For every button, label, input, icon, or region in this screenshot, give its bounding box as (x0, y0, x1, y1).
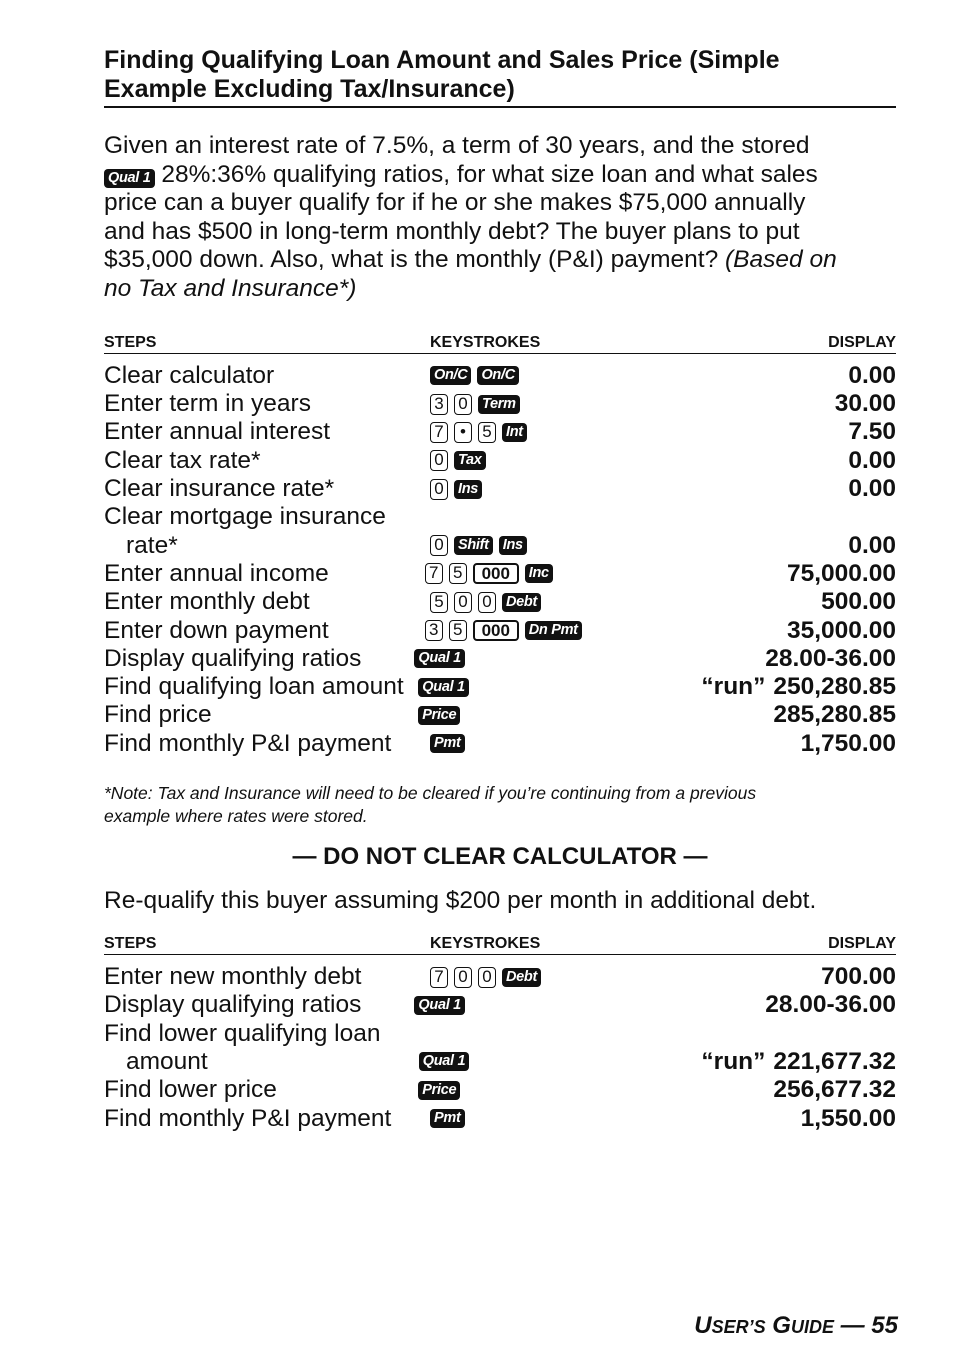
intro-line-5-text: $35,000 down. Also, what is the monthly (P&I) payment? (104, 246, 726, 274)
table-row (104, 531, 896, 559)
display-value: 28.00-36.00 (765, 644, 896, 672)
key-3-icon: 3 (430, 394, 448, 415)
display-value: 1,750.00 (800, 729, 896, 757)
table-row (104, 701, 896, 729)
display-value: 0.00 (848, 446, 896, 474)
table-row (104, 362, 896, 390)
key-000-icon: 000 (473, 563, 519, 584)
footer-g: G (772, 1312, 791, 1339)
key-000-icon: 000 (473, 620, 519, 641)
keystrokes (430, 390, 690, 418)
keystrokes-header: KEYSTROKES (430, 934, 541, 952)
key-int-icon: Int (502, 423, 527, 442)
display-value: 221,677.32 (773, 1047, 896, 1075)
intro-line-2 (104, 161, 896, 190)
step-label: Find price (104, 701, 212, 729)
table-row (104, 503, 896, 531)
document-page (104, 46, 896, 1133)
keystrokes (430, 730, 690, 758)
key-tax-icon: Tax (454, 451, 486, 470)
step-label: Enter annual interest (104, 418, 331, 446)
key-on-c-icon: On/C (430, 366, 471, 385)
key-price-icon: Price (418, 1081, 460, 1100)
step-label: amount (126, 1047, 208, 1075)
step-label: Find qualifying loan amount (104, 673, 404, 701)
display-value: 0.00 (848, 475, 896, 503)
step-label: Display qualifying ratios (104, 644, 362, 672)
keystrokes (430, 588, 690, 616)
footer-u: U (694, 1312, 712, 1339)
key-debt-icon: Debt (502, 593, 541, 612)
title-line-1: Finding Qualifying Loan Amount and Sales Price (Simple (104, 46, 780, 74)
step-label: Enter annual income (104, 559, 329, 587)
table-row (104, 673, 896, 701)
table-row (104, 729, 896, 757)
step-label: Enter new monthly debt (104, 963, 362, 991)
section-title (104, 46, 896, 108)
footer-uide: UIDE (790, 1317, 834, 1337)
display-value: 35,000.00 (786, 616, 896, 644)
display-value: 256,677.32 (773, 1076, 896, 1104)
requalify-paragraph: Re-qualify this buyer assuming $200 per month in additional debt. (104, 886, 817, 914)
step-label: rate* (126, 531, 178, 559)
key-0-icon: 0 (430, 535, 448, 556)
key-7-icon: 7 (430, 422, 448, 443)
display-value: 700.00 (821, 963, 896, 991)
step-label: Enter term in years (104, 390, 311, 418)
keystrokes (414, 991, 662, 1019)
keystrokes (430, 447, 690, 475)
display-value: 250,280.85 (773, 673, 896, 701)
table-2-rows (104, 963, 896, 1133)
display-value: 0.00 (848, 531, 896, 559)
intro-line-5-italic: (Based on (725, 246, 837, 274)
display-value: 0.00 (848, 361, 896, 389)
keystrokes (418, 701, 669, 729)
key-qual-1-icon: Qual 1 (414, 996, 465, 1015)
table-row (104, 560, 896, 588)
key-price-icon: Price (418, 706, 460, 725)
key-0-icon: 0 (454, 394, 472, 415)
table-row (104, 1076, 896, 1104)
qual-1-key-icon: Qual 1 (104, 169, 155, 188)
key-qual-1-icon: Qual 1 (414, 649, 465, 668)
step-label: Clear mortgage insurance (104, 503, 386, 531)
key-7-icon: 7 (430, 967, 448, 988)
display-value: 285,280.85 (773, 701, 896, 729)
step-label: Find monthly P&I payment (104, 1104, 392, 1132)
key-term-icon: Term (478, 395, 520, 414)
step-label: Find monthly P&I payment (104, 729, 392, 757)
step-label: Enter down payment (104, 616, 329, 644)
keystrokes (425, 617, 681, 645)
intro-line-2-text: 28%:36% qualifying ratios, for what size loan and what sales (154, 160, 818, 188)
keystrokes (430, 1105, 690, 1133)
footnote-line-1: *Note: Tax and Insurance will need to be cleared if you’re continuing from a previous (104, 782, 757, 803)
keystrokes (419, 1048, 669, 1076)
key-5-icon: 5 (430, 592, 448, 613)
key-5-icon: 5 (449, 620, 467, 641)
intro-line-6: no Tax and Insurance*) (104, 274, 357, 302)
step-label: Find lower qualifying loan (104, 1019, 381, 1047)
key-0-icon: 0 (478, 967, 496, 988)
key-0-icon: 0 (454, 592, 472, 613)
footer-page-number: — 55 (833, 1312, 898, 1339)
keystrokes (430, 503, 690, 531)
table-2-header (104, 935, 896, 955)
footnote (104, 782, 896, 828)
intro-paragraph (104, 132, 896, 304)
key-dn-pmt-icon: Dn Pmt (525, 621, 582, 640)
keystrokes (430, 418, 690, 446)
key-inc-icon: Inc (525, 564, 553, 583)
keystrokes (418, 673, 669, 701)
key-0-icon: 0 (430, 479, 448, 500)
key-pmt-icon: Pmt (430, 1109, 465, 1128)
keystrokes-header: KEYSTROKES (430, 333, 541, 351)
step-label: Clear insurance rate* (104, 475, 335, 503)
display-value: 28.00-36.00 (765, 991, 896, 1019)
intro-line-4: and has $500 in long-term monthly debt? The buyer plans to put (104, 217, 800, 245)
key-5-icon: 5 (449, 563, 467, 584)
table-1-rows (104, 362, 896, 758)
steps-header: STEPS (104, 934, 157, 952)
key-shift-icon: Shift (454, 536, 493, 555)
display-value: 7.50 (848, 418, 896, 446)
keystrokes (430, 475, 690, 503)
intro-line-3: price can a buyer qualify for if he or she makes $75,000 annually (104, 189, 806, 217)
display-value: 30.00 (834, 390, 896, 418)
key-qual-1-icon: Qual 1 (418, 678, 469, 697)
keystrokes (430, 532, 690, 560)
table-1-header (104, 334, 896, 354)
key-dot-icon: • (454, 422, 472, 443)
key-ins-icon: Ins (454, 480, 482, 499)
display-value: 500.00 (821, 588, 896, 616)
key-3-icon: 3 (425, 620, 443, 641)
title-line-2: Example Excluding Tax/Insurance) (104, 75, 515, 103)
key-pmt-icon: Pmt (430, 734, 465, 753)
keystrokes (430, 362, 690, 390)
key-debt-icon: Debt (502, 968, 541, 987)
key-0-icon: 0 (454, 967, 472, 988)
step-label: Find lower price (104, 1076, 277, 1104)
run-indicator: “run” (701, 1047, 766, 1075)
intro-line-5 (104, 246, 896, 275)
table-row (104, 390, 896, 418)
table-row (104, 963, 896, 991)
display-header: DISPLAY (828, 934, 896, 952)
run-indicator: “run” (701, 673, 766, 701)
table-row (104, 1019, 896, 1047)
step-label: Clear calculator (104, 361, 275, 389)
key-on-c-icon: On/C (477, 366, 518, 385)
step-label: Clear tax rate* (104, 446, 261, 474)
footer-ser: SER’S (711, 1317, 766, 1337)
table-row (104, 588, 896, 616)
table-row (104, 418, 896, 446)
table-row (104, 645, 896, 673)
page-footer (694, 1312, 898, 1341)
step-label: Display qualifying ratios (104, 991, 362, 1019)
key-5-icon: 5 (478, 422, 496, 443)
keystrokes (430, 1020, 690, 1048)
keystrokes (430, 963, 690, 991)
intro-line-1: Given an interest rate of 7.5%, a term of 30 years, and the stored (104, 132, 810, 159)
table-row (104, 1048, 896, 1076)
table-row (104, 616, 896, 644)
table-row (104, 1104, 896, 1132)
key-0-icon: 0 (478, 592, 496, 613)
steps-header: STEPS (104, 333, 157, 351)
keystrokes (418, 1076, 669, 1104)
table-row (104, 475, 896, 503)
footnote-line-2: example where rates were stored. (104, 805, 368, 826)
key-7-icon: 7 (425, 563, 443, 584)
table-row (104, 991, 896, 1019)
keystrokes (425, 560, 681, 588)
table-row (104, 446, 896, 474)
step-label: Enter monthly debt (104, 588, 310, 616)
display-value: 1,550.00 (800, 1104, 896, 1132)
key-qual-1-icon: Qual 1 (419, 1052, 470, 1071)
key-ins-icon: Ins (499, 536, 527, 555)
do-not-clear-heading: — DO NOT CLEAR CALCULATOR — (292, 842, 708, 870)
display-header: DISPLAY (828, 333, 896, 351)
display-value: 75,000.00 (786, 559, 896, 587)
keystrokes (414, 645, 662, 673)
key-0-icon: 0 (430, 450, 448, 471)
